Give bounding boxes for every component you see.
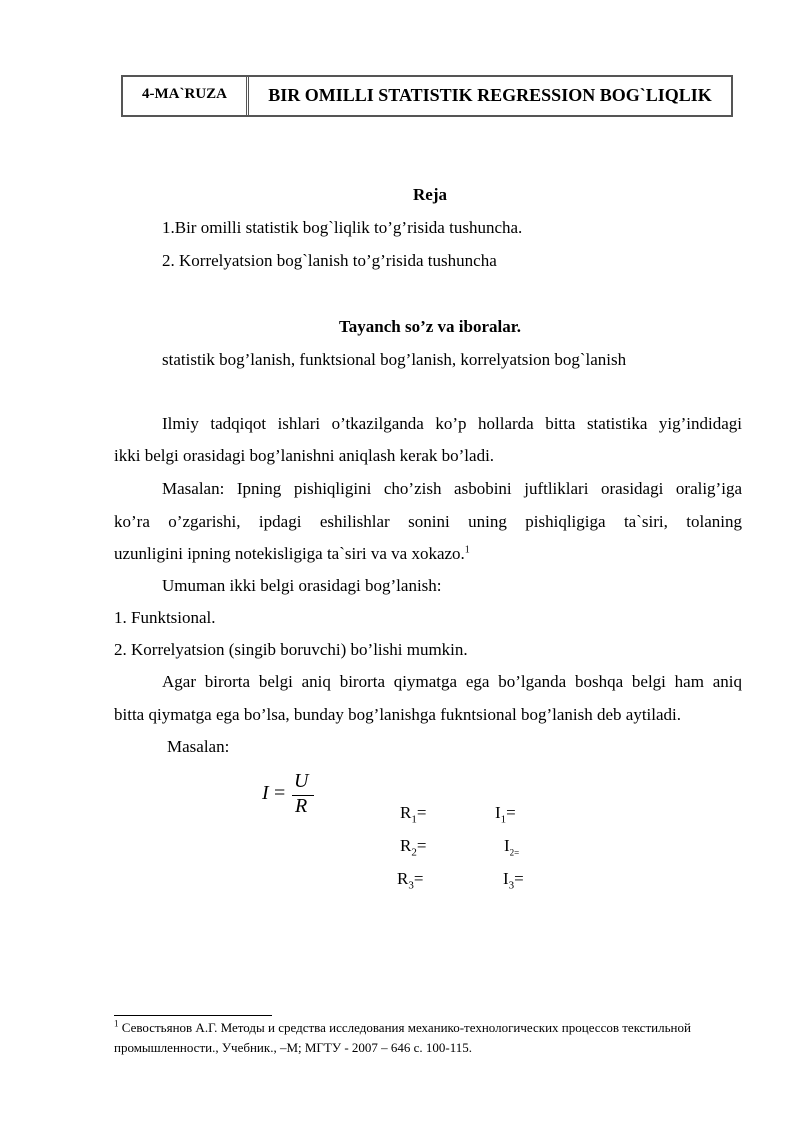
footnote-reference[interactable]: 1: [464, 544, 470, 556]
value-row-3-r: [397, 869, 424, 892]
i3-subscript: 3: [508, 879, 515, 892]
i3-symbol: I: [503, 869, 509, 888]
value-row-1-i: [495, 803, 516, 826]
formula-equals: =: [274, 782, 286, 804]
r1-subscript: 1: [411, 813, 417, 826]
r3-subscript: 3: [408, 879, 414, 892]
footnote-mark: 1: [114, 1018, 119, 1029]
list-item-1: 1. Funktsional.: [114, 608, 216, 627]
header-table: [121, 75, 733, 117]
ohms-law-formula: [262, 770, 322, 820]
paragraph-2-line-1: Masalan: Ipning pishiqligini cho’zish asbobini juftliklari orasidagi oralig’iga: [162, 479, 742, 498]
paragraph-2-line-2: ko’ra o’zgarishi, ipdagi eshilishlar sonini uning pishiqligiga ta`siri, tolaning: [114, 512, 742, 531]
paragraph-2-line-3: [114, 544, 470, 564]
r1-equals: =: [416, 803, 427, 822]
i3-equals: =: [514, 869, 524, 888]
lecture-title-cell: BIR OMILLI STATISTIK REGRESSION BOG`LIQLIK: [268, 84, 712, 105]
paragraph-1-line-2: ikki belgi orasidagi bog’lanishni aniqlash kerak bo’ladi.: [114, 446, 495, 465]
paragraph-4-line-2: bitta qiymatga ega bo’lsa, bunday bog’lanishga fukntsional bog’lanish deb aytiladi.: [114, 705, 682, 724]
i1-symbol: I: [495, 803, 501, 822]
list-item-2: 2. Korrelyatsion (singib boruvchi) bo’lishi mumkin.: [114, 640, 468, 659]
r2-symbol: R: [400, 836, 412, 855]
paragraph-5: Masalan:: [167, 737, 230, 756]
value-row-2-i: [504, 836, 519, 856]
formula-resistance: R: [295, 795, 308, 817]
paragraph-3: Umuman ikki belgi orasidagi bog’lanish:: [162, 576, 442, 595]
r2-equals: =: [416, 836, 427, 855]
paragraph-1-line-1: Ilmiy tadqiqot ishlari o’tkazilganda ko’p hollarda bitta statistika yig’indidagi: [162, 414, 742, 433]
keywords-heading: Tayanch so’z va iboralar.: [339, 317, 521, 336]
footnote-line-2: промышленности., Учебник., –М; МГТУ - 2007 – 646 с. 100-115.: [114, 1040, 473, 1055]
plan-item-1: 1.Bir omilli statistik bog`liqlik to’g’risida tushuncha.: [162, 218, 523, 237]
r3-equals: =: [413, 869, 424, 888]
plan-heading: Reja: [413, 185, 447, 204]
paragraph-4-line-1: Agar birorta belgi aniq birorta qiymatga ega bo’lganda boshqa belgi ham aniq: [162, 672, 742, 691]
formula-voltage: U: [294, 770, 309, 792]
lecture-number-cell: 4-MA`RUZA: [123, 77, 249, 115]
r2-subscript: 2: [411, 846, 417, 859]
formula-current: I: [262, 782, 269, 804]
plan-item-2: 2. Korrelyatsion bog`lanish to’g’risida tushuncha: [162, 251, 497, 270]
i1-equals: =: [506, 803, 516, 822]
footnote-separator: [114, 1015, 272, 1016]
i2-symbol: I: [504, 836, 510, 855]
r1-symbol: R: [400, 803, 412, 822]
value-row-1-r: [400, 803, 427, 826]
i2-subscript: 2=: [509, 847, 520, 858]
value-row-3-i: [503, 869, 524, 892]
r3-symbol: R: [397, 869, 409, 888]
value-row-2-r: [400, 836, 427, 859]
paragraph-2-line-3-text: uzunligini ipning notekisligiga ta`siri va va xokazo.: [114, 544, 465, 563]
keywords-text: statistik bog’lanish, funktsional bog’lanish, korrelyatsion bog`lanish: [162, 350, 627, 369]
footnote-line-1: [114, 1020, 691, 1036]
i1-subscript: 1: [500, 813, 507, 826]
footnote-text-1: Севостьянов А.Г. Методы и средства исследования механико-технологических процессов текстильной: [118, 1020, 691, 1035]
